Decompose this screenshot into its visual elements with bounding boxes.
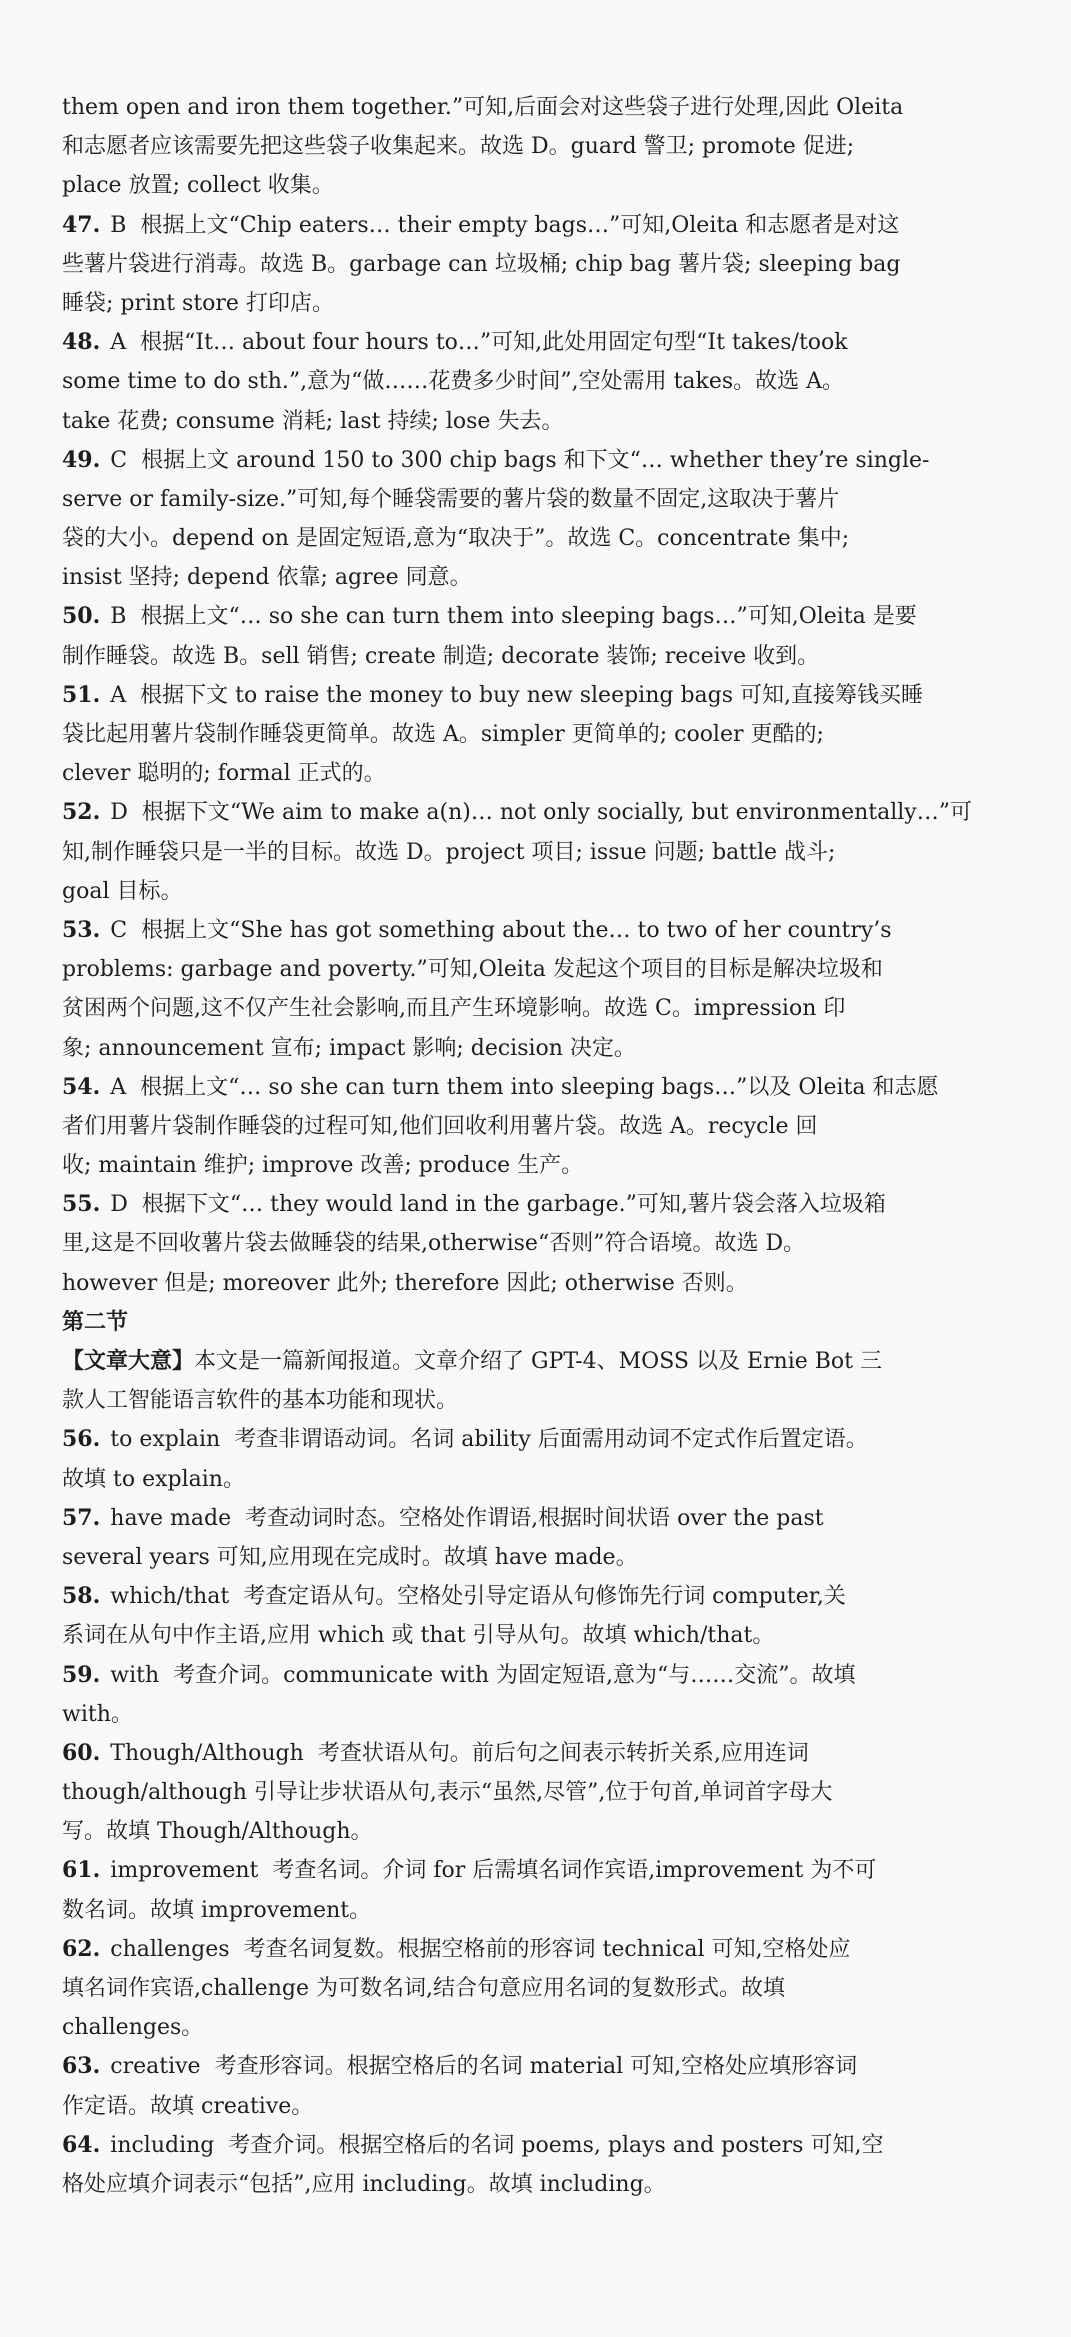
explanation-line xyxy=(62,284,1021,323)
explanation-text: 作定语。故填 creative。 xyxy=(62,2093,314,2119)
summary-text: 本文是一篇新闻报道。文章介绍了 GPT-4、MOSS 以及 Ernie Bot 三 xyxy=(194,1349,883,1374)
explanation-text: place 放置; collect 收集。 xyxy=(62,173,334,199)
explanation-text: 象; announcement 宣布; impact 影响; decision 决定。 xyxy=(62,1035,636,1061)
answer-item xyxy=(62,206,1021,245)
summary-tag: 【文章大意】 xyxy=(62,1348,195,1374)
question-number: 56. xyxy=(62,1426,101,1453)
explanation-text: 些薯片袋进行消毒。故选 B。garbage can 垃圾桶; chip bag 薯片袋; sleeping bag xyxy=(62,251,901,277)
fill-answer-item xyxy=(62,1851,1021,1890)
explanation-text: them open and iron them together.”可知,后面会对这些袋子进行处理,因此 Oleita xyxy=(62,95,904,120)
explanation-line xyxy=(62,519,1021,558)
answer-choice: B xyxy=(110,212,127,238)
explanation-line xyxy=(62,1616,1021,1655)
explanation-text: 根据上文“Chip eaters… their empty bags…”可知,Oleita 和志愿者是对这 xyxy=(140,212,900,238)
explanation-text: 考查介词。根据空格后的名词 poems, plays and posters 可知,空 xyxy=(228,2132,884,2158)
answer-item xyxy=(62,1068,1021,1107)
explanation-text: 袋的大小。depend on 是固定短语,意为“取决于”。故选 C。concentrate 集中; xyxy=(62,526,850,552)
explanation-line xyxy=(62,1773,1021,1812)
explanation-text: 格处应填介词表示“包括”,应用 including。故填 including。 xyxy=(62,2171,666,2197)
explanation-text: 填名词作宾语,challenge 为可数名词,结合句意应用名词的复数形式。故填 xyxy=(62,1976,785,2001)
answer-choice: A xyxy=(110,330,127,356)
explanation-line xyxy=(62,127,1021,166)
explanation-line xyxy=(62,402,1021,441)
explanation-text: 收; maintain 维护; improve 改善; produce 生产。 xyxy=(62,1153,584,1179)
explanation-text: problems: garbage and poverty.”可知,Oleita 发起这个项目的目标是解决垃圾和 xyxy=(62,957,883,983)
explanation-text: 考查名词复数。根据空格前的形容词 technical 可知,空格处应 xyxy=(243,1936,851,1962)
explanation-text: goal 目标。 xyxy=(62,878,183,904)
explanation-line xyxy=(62,362,1021,401)
question-number: 63. xyxy=(62,2053,101,2080)
answer-choice: D xyxy=(110,800,128,826)
answer-choice: which/that xyxy=(110,1584,230,1610)
answer-choice: D xyxy=(110,1192,128,1218)
explanation-line xyxy=(62,1146,1021,1185)
explanation-text: some time to do sth.”,意为“做……花费多少时间”,空处需用 takes。故选 A。 xyxy=(62,369,845,395)
answer-choice: challenges xyxy=(110,1936,230,1962)
explanation-line xyxy=(62,1460,1021,1499)
explanation-text: 考查状语从句。前后句之间表示转折关系,应用连词 xyxy=(317,1740,809,1766)
explanation-text: 系词在从句中作主语,应用 which 或 that 引导从句。故填 which/that。 xyxy=(62,1623,775,1649)
question-number: 57. xyxy=(62,1504,101,1531)
explanation-line xyxy=(62,480,1021,519)
answer-item xyxy=(62,323,1021,362)
answer-choice: improvement xyxy=(110,1858,259,1884)
explanation-text: 数名词。故填 improvement。 xyxy=(62,1897,372,1923)
question-number: 48. xyxy=(62,329,101,356)
explanation-text: 制作睡袋。故选 B。sell 销售; create 制造; decorate 装饰; receive 收到。 xyxy=(62,643,820,669)
explanation-text: 和志愿者应该需要先把这些袋子收集起来。故选 D。guard 警卫; promote 促进; xyxy=(62,134,855,160)
question-number: 49. xyxy=(62,446,101,473)
fill-answer-item xyxy=(62,2047,1021,2086)
question-number: 50. xyxy=(62,603,101,630)
explanation-line xyxy=(62,2165,1021,2204)
fill-answer-item xyxy=(62,1577,1021,1616)
explanation-text: challenges。 xyxy=(62,2015,204,2041)
question-number: 62. xyxy=(62,1935,101,1962)
question-number: 47. xyxy=(62,211,101,238)
explanation-text: though/although 引导让步状语从句,表示“虽然,尽管”,位于句首,单词首字母大 xyxy=(62,1780,833,1806)
summary-heading-line xyxy=(62,1342,1021,1381)
answer-choice: C xyxy=(110,447,128,473)
explanation-line xyxy=(62,950,1021,989)
answer-choice: to explain xyxy=(110,1427,221,1453)
explanation-line xyxy=(62,754,1021,793)
answer-item xyxy=(62,911,1021,950)
explanation-line xyxy=(62,1969,1021,2008)
fill-answer-item xyxy=(62,1420,1021,1459)
explanation-line xyxy=(62,1264,1021,1303)
explanation-text: 根据上文“… so she can turn them into sleeping bags…”以及 Oleita 和志愿 xyxy=(140,1074,939,1100)
explanation-line xyxy=(62,245,1021,284)
question-number: 55. xyxy=(62,1191,101,1218)
question-number: 58. xyxy=(62,1583,101,1610)
question-number: 51. xyxy=(62,681,101,708)
explanation-text: 根据下文“We aim to make a(n)… not only socially, but environmentally…”可 xyxy=(141,800,972,826)
explanation-text: several years 可知,应用现在完成时。故填 have made。 xyxy=(62,1544,638,1570)
explanation-text: 考查动词时态。空格处作谓语,根据时间状语 over the past xyxy=(245,1505,824,1531)
explanation-line xyxy=(62,1224,1021,1263)
explanation-line xyxy=(62,833,1021,872)
explanation-line xyxy=(62,1695,1021,1734)
explanation-line xyxy=(62,1812,1021,1851)
summary-line xyxy=(62,1381,1021,1420)
explanation-text: however 但是; moreover 此外; therefore 因此; otherwise 否则。 xyxy=(62,1270,748,1296)
answer-choice: B xyxy=(110,604,127,630)
explanation-text: 考查形容词。根据空格后的名词 material 可知,空格处应填形容词 xyxy=(214,2054,858,2080)
answer-choice: A xyxy=(110,682,127,708)
fill-answer-item xyxy=(62,1499,1021,1538)
explanation-line xyxy=(62,1107,1021,1146)
explanation-text: 考查名词。介词 for 后需填名词作宾语,improvement 为不可 xyxy=(272,1858,877,1884)
explanation-text: 里,这是不回收薯片袋去做睡袋的结果,otherwise“否则”符合语境。故选 D。 xyxy=(62,1231,806,1257)
explanation-line xyxy=(62,558,1021,597)
answer-choice: Though/Although xyxy=(110,1740,304,1766)
explanation-text: 根据上文 around 150 to 300 chip bags 和下文“… whether they’re single- xyxy=(141,447,930,473)
explanation-text: 根据“It… about four hours to…”可知,此处用固定句型“It takes/took xyxy=(140,330,848,356)
answer-item xyxy=(62,793,1021,832)
question-number: 60. xyxy=(62,1739,101,1766)
explanation-line xyxy=(62,715,1021,754)
explanation-text: 根据下文“… they would land in the garbage.”可知,薯片袋会落入垃圾箱 xyxy=(141,1192,886,1218)
explanation-text: 袋比起用薯片袋制作睡袋更简单。故选 A。simpler 更简单的; cooler 更酷的; xyxy=(62,722,824,747)
summary-text: 款人工智能语言软件的基本功能和现状。 xyxy=(62,1388,459,1414)
section-title: 第二节 xyxy=(62,1308,129,1335)
explanation-text: 写。故填 Though/Although。 xyxy=(62,1819,373,1845)
text-flow xyxy=(62,88,1021,2204)
answer-choice: have made xyxy=(110,1505,232,1531)
answer-choice: including xyxy=(110,2132,215,2158)
explanation-text: 根据下文 to raise the money to buy new sleeping bags 可知,直接筹钱买睡 xyxy=(140,682,924,708)
explanation-text: serve or family-size.”可知,每个睡袋需要的薯片袋的数量不固定,这取决于薯片 xyxy=(62,486,840,512)
answer-item xyxy=(62,597,1021,636)
explanation-line xyxy=(62,1538,1021,1577)
explanation-text: 根据上文“… so she can turn them into sleeping bags…”可知,Oleita 是要 xyxy=(140,604,917,630)
question-number: 52. xyxy=(62,799,101,826)
explanation-text: 贫困两个问题,这不仅产生社会影响,而且产生环境影响。故选 C。impression 印 xyxy=(62,996,846,1022)
answer-choice: C xyxy=(110,917,128,943)
answer-item xyxy=(62,88,1021,127)
explanation-text: with。 xyxy=(62,1701,133,1727)
explanation-line xyxy=(62,637,1021,676)
answer-item xyxy=(62,676,1021,715)
fill-answer-item xyxy=(62,1734,1021,1773)
question-number: 61. xyxy=(62,1857,101,1884)
explanation-line xyxy=(62,989,1021,1028)
explanation-text: 知,制作睡袋只是一半的目标。故选 D。project 项目; issue 问题; battle 战斗; xyxy=(62,839,836,865)
explanation-text: 根据上文“She has got something about the… to two of her country’s xyxy=(141,917,892,943)
question-number: 53. xyxy=(62,916,101,943)
explanation-text: 考查非谓语动词。名词 ability 后面需用动词不定式作后置定语。 xyxy=(234,1427,868,1453)
explanation-text: 故填 to explain。 xyxy=(62,1466,245,1492)
question-number: 59. xyxy=(62,1661,101,1688)
answer-item xyxy=(62,441,1021,480)
explanation-text: 者们用薯片袋制作睡袋的过程可知,他们回收利用薯片袋。故选 A。recycle 回 xyxy=(62,1113,818,1139)
explanation-text: take 花费; consume 消耗; last 持续; lose 失去。 xyxy=(62,408,564,434)
explanation-text: 考查介词。communicate with 为固定短语,意为“与……交流”。故填 xyxy=(173,1662,856,1688)
fill-answer-item xyxy=(62,2126,1021,2165)
explanation-text: insist 坚持; depend 依靠; agree 同意。 xyxy=(62,565,472,591)
explanation-line xyxy=(62,2087,1021,2126)
question-number: 64. xyxy=(62,2131,101,2158)
question-number: 54. xyxy=(62,1073,101,1100)
explanation-line xyxy=(62,872,1021,911)
explanation-text: clever 聪明的; formal 正式的。 xyxy=(62,761,386,787)
fill-answer-item xyxy=(62,1930,1021,1969)
explanation-text: 睡袋; print store 打印店。 xyxy=(62,290,334,316)
explanation-line xyxy=(62,1891,1021,1930)
explanation-text: 考查定语从句。空格处引导定语从句修饰先行词 computer,关 xyxy=(243,1584,846,1610)
explanation-line xyxy=(62,166,1021,205)
answer-choice: A xyxy=(110,1074,127,1100)
fill-answer-item xyxy=(62,1656,1021,1695)
answer-item xyxy=(62,1185,1021,1224)
answer-choice: creative xyxy=(110,2054,201,2080)
explanation-line xyxy=(62,1029,1021,1068)
answer-choice: with xyxy=(110,1662,160,1688)
explanation-line xyxy=(62,2008,1021,2047)
